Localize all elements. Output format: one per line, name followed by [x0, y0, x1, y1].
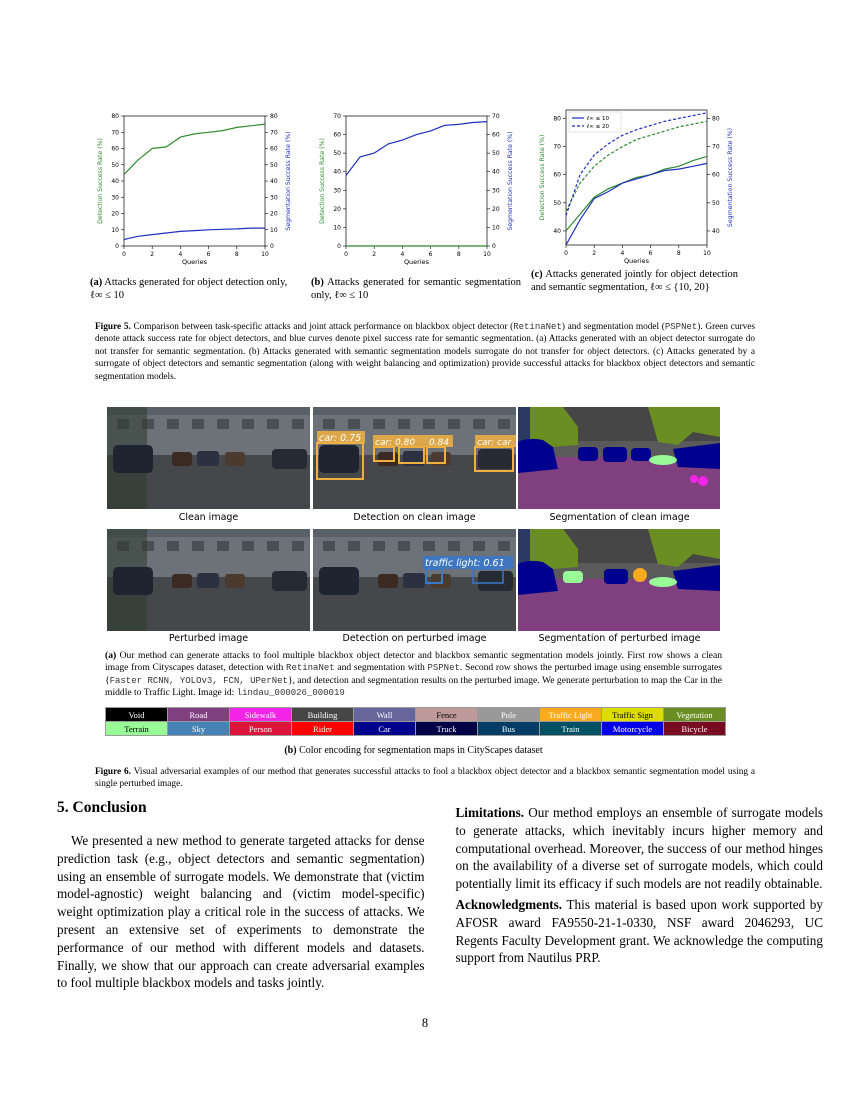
x-tick-label: 0 — [564, 250, 568, 257]
legend-cell-sidewalk: Sidewalk — [230, 708, 292, 722]
subcaption-b-label: (b) — [311, 277, 324, 288]
figure6-caption — [95, 766, 755, 791]
label-segmentation-perturbed: Segmentation of perturbed image — [538, 633, 701, 644]
legend-cell-building: Building — [292, 708, 354, 722]
figure6-subcaption-a-text2: and segmentation with — [334, 662, 428, 674]
x-tick-label: 0 — [122, 251, 126, 258]
figure6-subcaption-a-pspnet: PSPNet — [427, 663, 460, 674]
figure6-subcaption-a-text1: Our method can generate attacks to fool multiple blackbox object detector and blackbox semantic segmentation models jointly. First row shows a clean image from Cityscapes dataset, detection with — [105, 650, 722, 674]
segmentation-clean-graphic — [518, 407, 720, 509]
legend-label: ℓ∞ ≤ 20 — [587, 124, 609, 130]
legend-cell-truck: Truck — [416, 722, 478, 736]
chart-c-svg — [530, 102, 745, 267]
legend-cell-sky: Sky — [168, 722, 230, 736]
label-detection-perturbed: Detection on perturbed image — [342, 633, 487, 644]
detection-label-2: car: 0.80 — [375, 438, 416, 448]
y-tick-label-left: 70 — [111, 129, 119, 137]
detection-perturbed-graphic — [313, 529, 516, 631]
detection-label-4: car: car — [477, 438, 512, 448]
detection-label-traffic-light: traffic light: 0.61 — [425, 558, 505, 569]
x-tick-label: 4 — [400, 251, 405, 258]
x-tick-label: 6 — [648, 250, 653, 257]
clean-image-graphic — [107, 407, 310, 509]
label-perturbed-image: Perturbed image — [168, 633, 249, 644]
y-axis-label-left: Detection Success Rate (%) — [97, 138, 104, 224]
legend-cell-train: Train — [540, 722, 602, 736]
legend-cell-vegetation: Vegetation — [664, 708, 726, 722]
figure6-subcaption-b-label: (b) — [284, 745, 297, 756]
series-line — [124, 124, 265, 174]
y-tick-label-left: 80 — [111, 113, 119, 120]
subcaption-b-text: Attacks generated for semantic segmentation only, ℓ∞ ≤ 10 — [311, 277, 521, 301]
y-tick-label-right: 80 — [270, 113, 278, 120]
subcaption-a — [90, 276, 302, 302]
x-tick-label: 10 — [703, 250, 711, 257]
acknowledgments-heading: Acknowledgments. — [455, 896, 563, 912]
y-tick-label-right: 0 — [492, 243, 496, 250]
y-axis-label-right: Segmentation Success Rate (%) — [727, 127, 734, 228]
x-tick-label: 2 — [150, 251, 155, 258]
y-tick-label-right: 40 — [270, 178, 278, 185]
y-tick-label-left: 70 — [553, 143, 561, 151]
y-tick-label-right: 60 — [270, 145, 278, 153]
plot-frame — [124, 116, 265, 246]
conclusion-text: We presented a new method to generate targeted attacks for dense prediction task (e.g., object detectors and semantic segmentation) using an ensemble of surrogate models. We demonstrate that (victim model-agnostic) weight balancing and (victim model-specific) weight optimization play a critical role in the success of attacks. We present an extensive set of experiments to demonstrate the performance of our method with different models and datasets. Finally, we show that our approach can create adversarial examples to fool multiple blackbox models and tasks jointly. — [57, 833, 425, 991]
x-tick-label: 8 — [456, 251, 461, 258]
y-tick-label-left: 40 — [333, 168, 341, 176]
legend-cell-bicycle: Bicycle — [664, 722, 726, 736]
legend-cell-void: Void — [106, 708, 168, 722]
subcaption-a-text: Attacks generated for object detection only, ℓ∞ ≤ 10 — [90, 277, 288, 301]
figure6-subcaption-a-models: Faster RCNN, YOLOv3, FCN, UPerNet — [109, 675, 288, 686]
perturbed-image-graphic — [107, 529, 310, 631]
y-axis-label-left: Detection Success Rate (%) — [539, 134, 546, 221]
subcaption-c-label: (c) — [531, 269, 543, 280]
segmentation-clean-image — [518, 407, 720, 509]
figure6-caption-text: Visual adversarial examples of our method that generates successful attacks to fool a blackbox object detector and a blackbox semantic segmentation model using a single perturbed image. — [95, 767, 755, 790]
figure5-caption-part1: Comparison between task-specific attacks and joint attack performance on blackbox object detector ( — [133, 322, 514, 332]
y-tick-label-right: 40 — [712, 227, 720, 235]
label-detection-clean: Detection on clean image — [353, 512, 476, 523]
y-tick-label-left: 50 — [553, 199, 561, 207]
y-tick-label-right: 60 — [712, 171, 720, 179]
x-tick-label: 6 — [428, 251, 433, 258]
figure5-caption-label: Figure 5. — [95, 322, 131, 332]
y-tick-label-left: 20 — [333, 205, 341, 213]
figure6-caption-label: Figure 6. — [95, 767, 131, 777]
x-axis-label: Queries — [623, 257, 650, 265]
legend-cell-bus: Bus — [478, 722, 540, 736]
y-tick-label-left: 50 — [111, 161, 119, 169]
legend-cell-person: Person — [230, 722, 292, 736]
y-tick-label-left: 10 — [333, 224, 341, 232]
y-tick-label-left: 80 — [553, 115, 561, 123]
y-tick-label-right: 10 — [492, 224, 500, 232]
y-tick-label-right: 40 — [492, 168, 500, 176]
figure5-caption-retinanet: RetinaNet — [513, 322, 562, 332]
y-tick-label-left: 0 — [115, 243, 119, 250]
chart-b-svg — [310, 108, 525, 268]
acknowledgments-text: This material is based upon work supported by AFOSR award FA9550-21-1-0330, NSF award 2046293, UC Regents Faculty Development grant. We acknowledge the computing support from Nautilus PRP. — [455, 896, 823, 966]
x-tick-label: 2 — [372, 251, 377, 258]
plot-frame — [346, 116, 487, 246]
y-tick-label-right: 50 — [492, 150, 500, 158]
y-tick-label-left: 10 — [111, 226, 119, 234]
y-axis-label-right: Segmentation Success Rate (%) — [285, 131, 292, 231]
subcaption-c — [531, 268, 738, 294]
figure5-caption-pspnet: PSPNet — [664, 322, 698, 332]
y-tick-label-right: 0 — [270, 243, 274, 250]
figure6-subcaption-b-text: Color encoding for segmentation maps in CityScapes dataset — [299, 745, 543, 756]
limitations-text: Our method employs an ensemble of surrogate models to generate attacks, which inevitably incurs higher memory and computational overhead. Moreover, the success of our method hinges on the availability of a diverse set of surrogate models, which could potentially limit its efficacy if such models are not readily obtainable. — [455, 805, 823, 892]
chart-c — [530, 102, 745, 267]
legend-cell-motorcycle: Motorcycle — [602, 722, 664, 736]
x-axis-label: Queries — [181, 258, 208, 266]
label-segmentation-clean: Segmentation of clean image — [549, 512, 690, 523]
y-tick-label-left: 60 — [333, 131, 341, 139]
clean-image — [107, 407, 310, 509]
subcaption-c-text: Attacks generated jointly for object detection and semantic segmentation, ℓ∞ ≤ {10, 20} — [531, 269, 739, 293]
y-tick-label-right: 10 — [270, 226, 278, 234]
x-tick-label: 8 — [676, 250, 681, 257]
y-tick-label-right: 30 — [270, 194, 278, 202]
y-tick-label-right: 60 — [492, 131, 500, 139]
y-tick-label-right: 70 — [712, 143, 720, 151]
y-tick-label-left: 40 — [553, 227, 561, 235]
segmentation-perturbed-graphic — [518, 529, 720, 631]
figure6-subcaption-a-text4: }, and detection and segmentation results on the perturbed image. We generate perturbation to map the Car in the middle to Traffic Light. Image id: — [105, 674, 722, 699]
label-clean-image: Clean image — [178, 512, 239, 523]
detection-perturbed-image — [313, 529, 516, 631]
y-tick-label-left: 20 — [111, 210, 119, 218]
x-axis-label: Queries — [403, 258, 430, 266]
legend-row — [106, 722, 726, 736]
y-tick-label-right: 70 — [492, 113, 500, 120]
x-tick-label: 4 — [620, 250, 625, 257]
y-tick-label-right: 20 — [492, 205, 500, 213]
legend-cell-pole: Pole — [478, 708, 540, 722]
legend-cell-terrain: Terrain — [106, 722, 168, 736]
segmentation-color-legend — [105, 707, 726, 736]
chart-a-svg — [88, 108, 303, 268]
detection-label-1: car: 0.75 — [319, 433, 362, 444]
legend-label: ℓ∞ ≤ 10 — [587, 116, 609, 122]
detection-label-3: 0.84 — [429, 438, 450, 448]
y-axis-label-left: Detection Success Rate (%) — [319, 138, 326, 224]
figure6-subcaption-a-imageid: lindau_000026_000019 — [236, 688, 345, 699]
segmentation-perturbed-image — [518, 529, 720, 631]
y-tick-label-right: 70 — [270, 129, 278, 137]
y-tick-label-left: 70 — [333, 113, 341, 120]
legend-cell-rider: Rider — [292, 722, 354, 736]
y-tick-label-left: 60 — [111, 145, 119, 153]
figure6-subcaption-a — [105, 650, 722, 700]
chart-a — [88, 108, 303, 268]
x-tick-label: 10 — [261, 251, 269, 258]
y-tick-label-right: 20 — [270, 210, 278, 218]
y-tick-label-left: 60 — [553, 171, 561, 179]
y-tick-label-left: 30 — [111, 194, 119, 202]
legend-cell-traffic-light: Traffic Light — [540, 708, 602, 722]
y-tick-label-left: 50 — [333, 150, 341, 158]
conclusion-paragraph — [57, 804, 823, 1004]
figure6-subcaption-a-label: (a) — [105, 650, 117, 661]
x-tick-label: 6 — [206, 251, 211, 258]
subcaption-b — [311, 276, 521, 302]
figure5-caption-part2: ) and segmentation model ( — [561, 322, 665, 332]
x-tick-label: 0 — [344, 251, 348, 258]
figure5-caption — [95, 321, 755, 383]
legend-row — [106, 708, 726, 722]
y-tick-label-left: 30 — [333, 187, 341, 195]
legend-cell-car: Car — [354, 722, 416, 736]
perturbed-image — [107, 529, 310, 631]
y-tick-label-right: 50 — [270, 161, 278, 169]
page-number: 8 — [421, 1016, 429, 1030]
series-line — [346, 122, 487, 176]
limitations-heading: Limitations. — [455, 805, 525, 820]
x-tick-label: 2 — [592, 250, 597, 257]
figure6-subcaption-a-text3: . Second row shows the perturbed image using ensemble surrogates { — [105, 662, 723, 686]
detection-clean-graphic — [313, 407, 516, 509]
y-tick-label-right: 80 — [712, 115, 720, 123]
legend-cell-traffic-sign: Traffic Sign — [602, 708, 664, 722]
legend-cell-road: Road — [168, 708, 230, 722]
figure6-subcaption-b — [105, 744, 722, 757]
figure6-subcaption-a-retinanet: RetinaNet — [286, 663, 335, 674]
y-tick-label-right: 50 — [712, 199, 720, 207]
section-title: 5. Conclusion — [57, 799, 147, 816]
x-tick-label: 8 — [234, 251, 239, 258]
legend-cell-wall: Wall — [354, 708, 416, 722]
chart-b — [310, 108, 525, 268]
detection-clean-image — [313, 407, 516, 509]
y-tick-label-left: 40 — [111, 178, 119, 185]
series-line — [566, 121, 707, 211]
y-axis-label-right: Segmentation Success Rate (%) — [507, 131, 514, 231]
x-tick-label: 4 — [178, 251, 183, 258]
figure5-caption-part3: ). Green curves denote attack success rate for object detectors, and blue curves denote pixel success rate for semantic segmentation. (a) Attacks generated with an object detector surrogate do not transfer for semantic segmentation. (b) Attacks generated with semantic segmentation models surrogate do not transfer for object detectors. (c) Attacks generated by a surrogate of object detectors and semantic segmentation (along with weight balancing and optimization) provide successful attacks for blackbox object detectors and semantic segmentation models. — [95, 322, 755, 382]
y-tick-label-right: 30 — [492, 187, 500, 195]
series-line — [566, 163, 707, 245]
subcaption-a-label: (a) — [90, 277, 103, 288]
series-line — [124, 228, 265, 239]
y-tick-label-left: 0 — [337, 243, 341, 250]
legend-cell-fence: Fence — [416, 708, 478, 722]
x-tick-label: 10 — [483, 251, 491, 258]
